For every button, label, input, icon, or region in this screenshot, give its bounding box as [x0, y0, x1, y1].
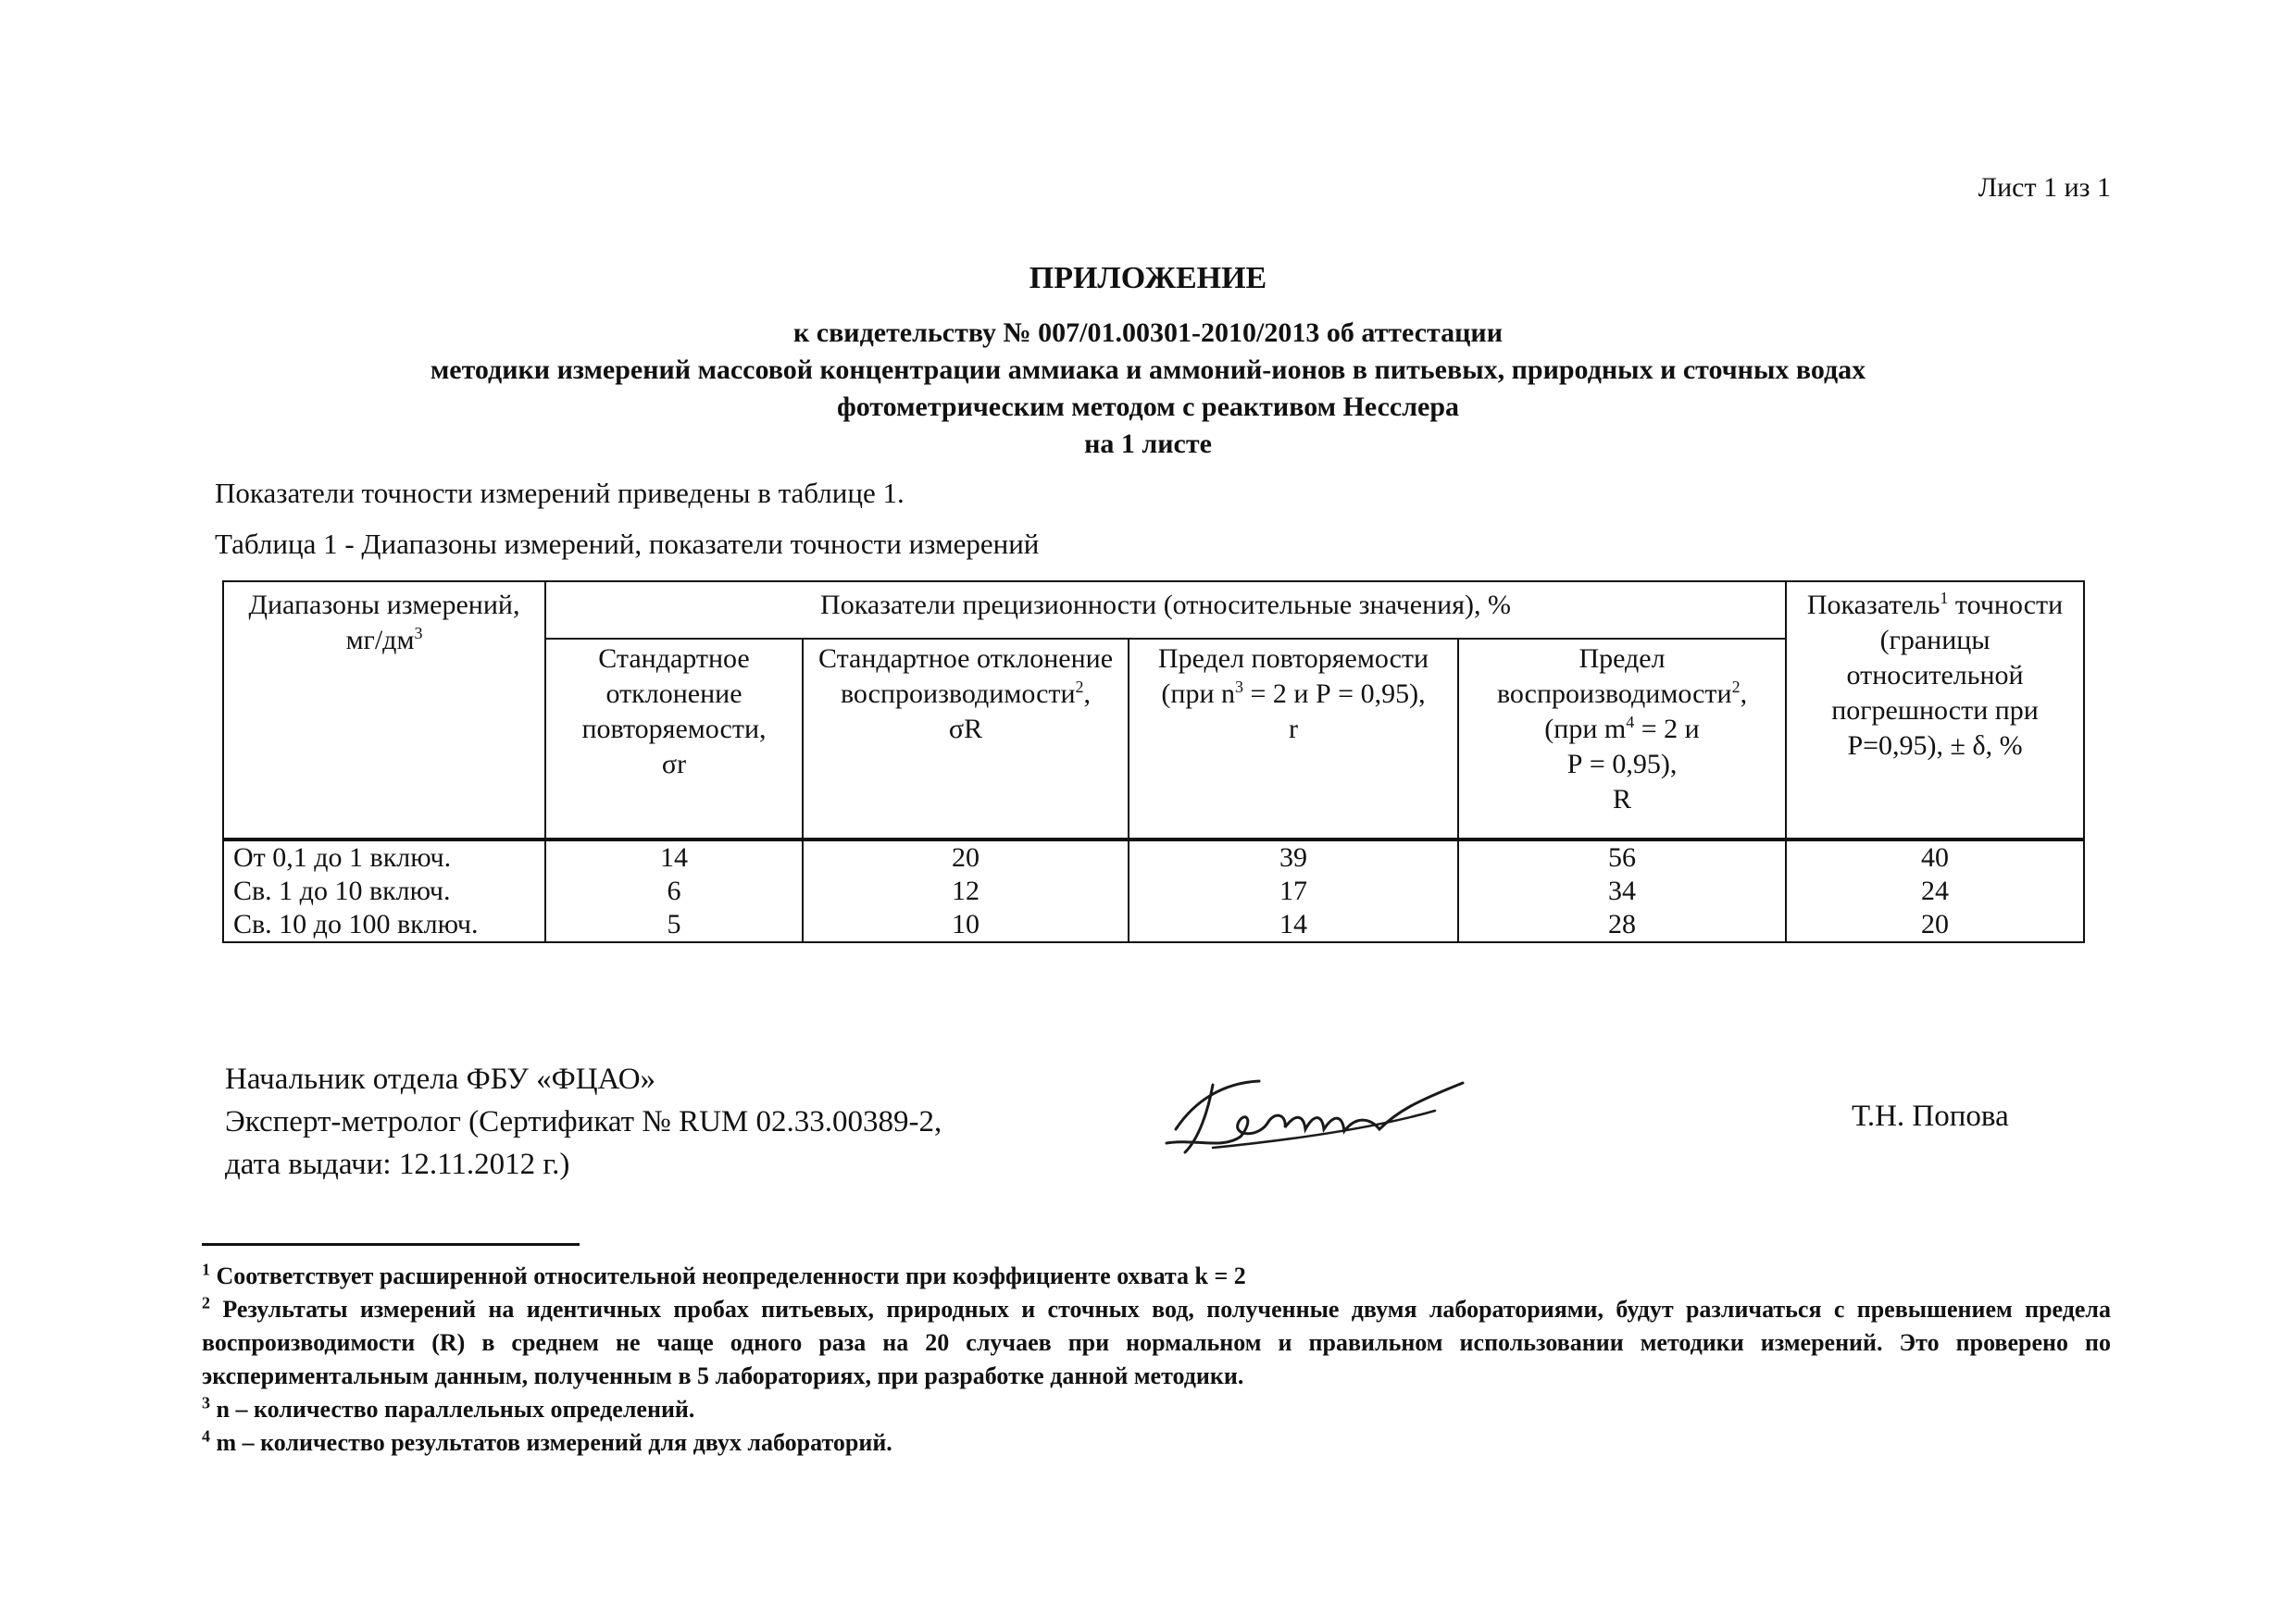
subtitle-line: на 1 листе — [1084, 429, 1212, 459]
cell-sr: 14 — [545, 840, 803, 875]
cell-R: 56 — [1458, 840, 1786, 875]
table-caption: Таблица 1 - Диапазоны измерений, показатели точности измерений — [215, 528, 1040, 560]
cell-delta: 40 — [1786, 840, 2084, 875]
header-r-text: Предел повторяемости — [1157, 643, 1429, 674]
cell-R: 28 — [1458, 908, 1786, 942]
footnote-mark: 3 — [202, 1393, 210, 1412]
signatory-issue-date: дата выдачи: 12.11.2012 г.) — [225, 1148, 570, 1181]
page-subtitle — [0, 315, 2296, 463]
subtitle-line: методики измерений массовой концентрации аммиака и аммоний-ионов в питьевых, природных и сточных водах — [430, 354, 1866, 385]
header-sR-sup: 2 — [1075, 678, 1084, 696]
header-R-cond — [1463, 712, 1781, 747]
footnote-text: m – количество результатов измерений для двух лабораторий. — [216, 1429, 892, 1456]
cell-r: 39 — [1129, 840, 1458, 875]
footnote-mark: 2 — [202, 1293, 210, 1312]
signatory-certificate: Эксперт-метролог (Сертификат № RUM 02.33.00389-2, — [225, 1105, 942, 1138]
cell-sr: 6 — [545, 875, 803, 908]
subtitle-line: фотометрическим методом с реактивом Несслера — [836, 392, 1460, 422]
cell-r: 14 — [1129, 908, 1458, 942]
header-sR-symbol: σR — [948, 714, 983, 744]
footnote-text: Соответствует расширенной относительной неопределенности при коэффициенте охвата k = 2 — [216, 1263, 1246, 1289]
header-r-cond-b: = 2 и Р = 0,95), — [1243, 678, 1426, 709]
header-R-text-a: Предел воспроизводимости — [1496, 643, 1732, 709]
cell-sR: 12 — [803, 875, 1129, 908]
table-row — [223, 840, 2084, 875]
footnote-item — [202, 1293, 2111, 1393]
table-row — [223, 908, 2084, 942]
footnote-text: Результаты измерений на идентичных пробах питьевых, природных и сточных вод, полученные двумя лабораториями, будут различаться с превышением предела воспроизводимости (R) в среднем не чаще одного раза на 20 случаев при нормальном и правильном использовании методики измерений. Это проверено по экспериментальным данным, полученным в 5 лабораториях, при разработке данной методики. — [202, 1296, 2111, 1389]
footnote-mark: 4 — [202, 1426, 210, 1446]
footnote-text: n – количество параллельных определений. — [216, 1396, 695, 1423]
header-R — [1458, 639, 1786, 840]
cell-range: Св. 10 до 100 включ. — [223, 908, 545, 942]
page-title: ПРИЛОЖЕНИЕ — [1029, 261, 1267, 295]
signatory-name: Т.Н. Попова — [1852, 1100, 2009, 1133]
sheet-number: Лист 1 из 1 — [1978, 172, 2111, 203]
header-R-cond-b: = 2 и — [1634, 714, 1700, 744]
cell-delta: 24 — [1786, 875, 2084, 908]
header-accuracy — [1786, 581, 2084, 840]
cell-sR: 20 — [803, 840, 1129, 875]
header-sr — [545, 639, 803, 840]
header-sr-symbol: σr — [661, 749, 687, 779]
cell-R: 34 — [1458, 875, 1786, 908]
header-accuracy-sup: 1 — [1940, 589, 1949, 607]
header-R-text: Предел воспроизводимости$^2$, — [1496, 643, 1748, 709]
cell-delta: 20 — [1786, 908, 2084, 942]
intro-text: Показатели точности измерений приведены в таблице 1. — [215, 477, 905, 509]
signatory-block — [225, 1058, 942, 1186]
header-sr-text: Стандартное отклонение повторяемости, — [581, 643, 767, 744]
header-R-cond-sup: 4 — [1626, 713, 1635, 731]
header-sR: Стандартное отклонение воспроизводимости$^2$, σR — [803, 639, 1129, 840]
cell-r: 17 — [1129, 875, 1458, 908]
header-r-cond-a: (при n — [1161, 678, 1236, 709]
footnotes — [202, 1260, 2111, 1460]
header-R-sup: 2 — [1731, 678, 1741, 696]
header-accuracy-text: Показатель — [1806, 590, 1940, 620]
header-range — [223, 581, 545, 840]
cell-range: Св. 1 до 10 включ. — [223, 875, 545, 908]
cell-sR: 10 — [803, 908, 1129, 942]
header-r-symbol: r — [1289, 714, 1298, 744]
accuracy-table — [222, 580, 2085, 943]
header-r-cond — [1133, 677, 1454, 712]
footnote-mark: 1 — [202, 1260, 210, 1279]
header-R-symbol: R — [1613, 784, 1632, 815]
footnote-divider — [202, 1243, 580, 1246]
subtitle-line: к свидетельству № 007/01.00301-2010/2013 об аттестации — [792, 317, 1503, 348]
table-row — [223, 875, 2084, 908]
cell-range: От 0,1 до 1 включ. — [223, 840, 545, 875]
header-r-sup: 3 — [1235, 678, 1244, 696]
header-range-sup: 3 — [414, 624, 423, 642]
header-precision-group: Показатели прецизионности (относительные значения), % — [545, 581, 1786, 639]
footnote-item — [202, 1426, 2111, 1460]
cell-sr: 5 — [545, 908, 803, 942]
footnote-item — [202, 1393, 2111, 1426]
header-R-cond2: Р = 0,95), — [1566, 749, 1678, 779]
header-accuracy-rest: точности (границы относительной погрешности при Р=0,95), ± δ, % — [1831, 590, 2064, 761]
footnote-item — [202, 1260, 2111, 1293]
signatory-position: Начальник отдела ФБУ «ФЦАО» — [225, 1063, 656, 1096]
header-r — [1129, 639, 1458, 840]
header-sR-text: Стандартное отклонение воспроизводимости — [817, 643, 1114, 709]
handwritten-signature — [1157, 1064, 1481, 1166]
header-range-text: Диапазоны измерений, мг/дм — [248, 590, 520, 655]
header-R-cond-a: (при m — [1544, 714, 1627, 744]
